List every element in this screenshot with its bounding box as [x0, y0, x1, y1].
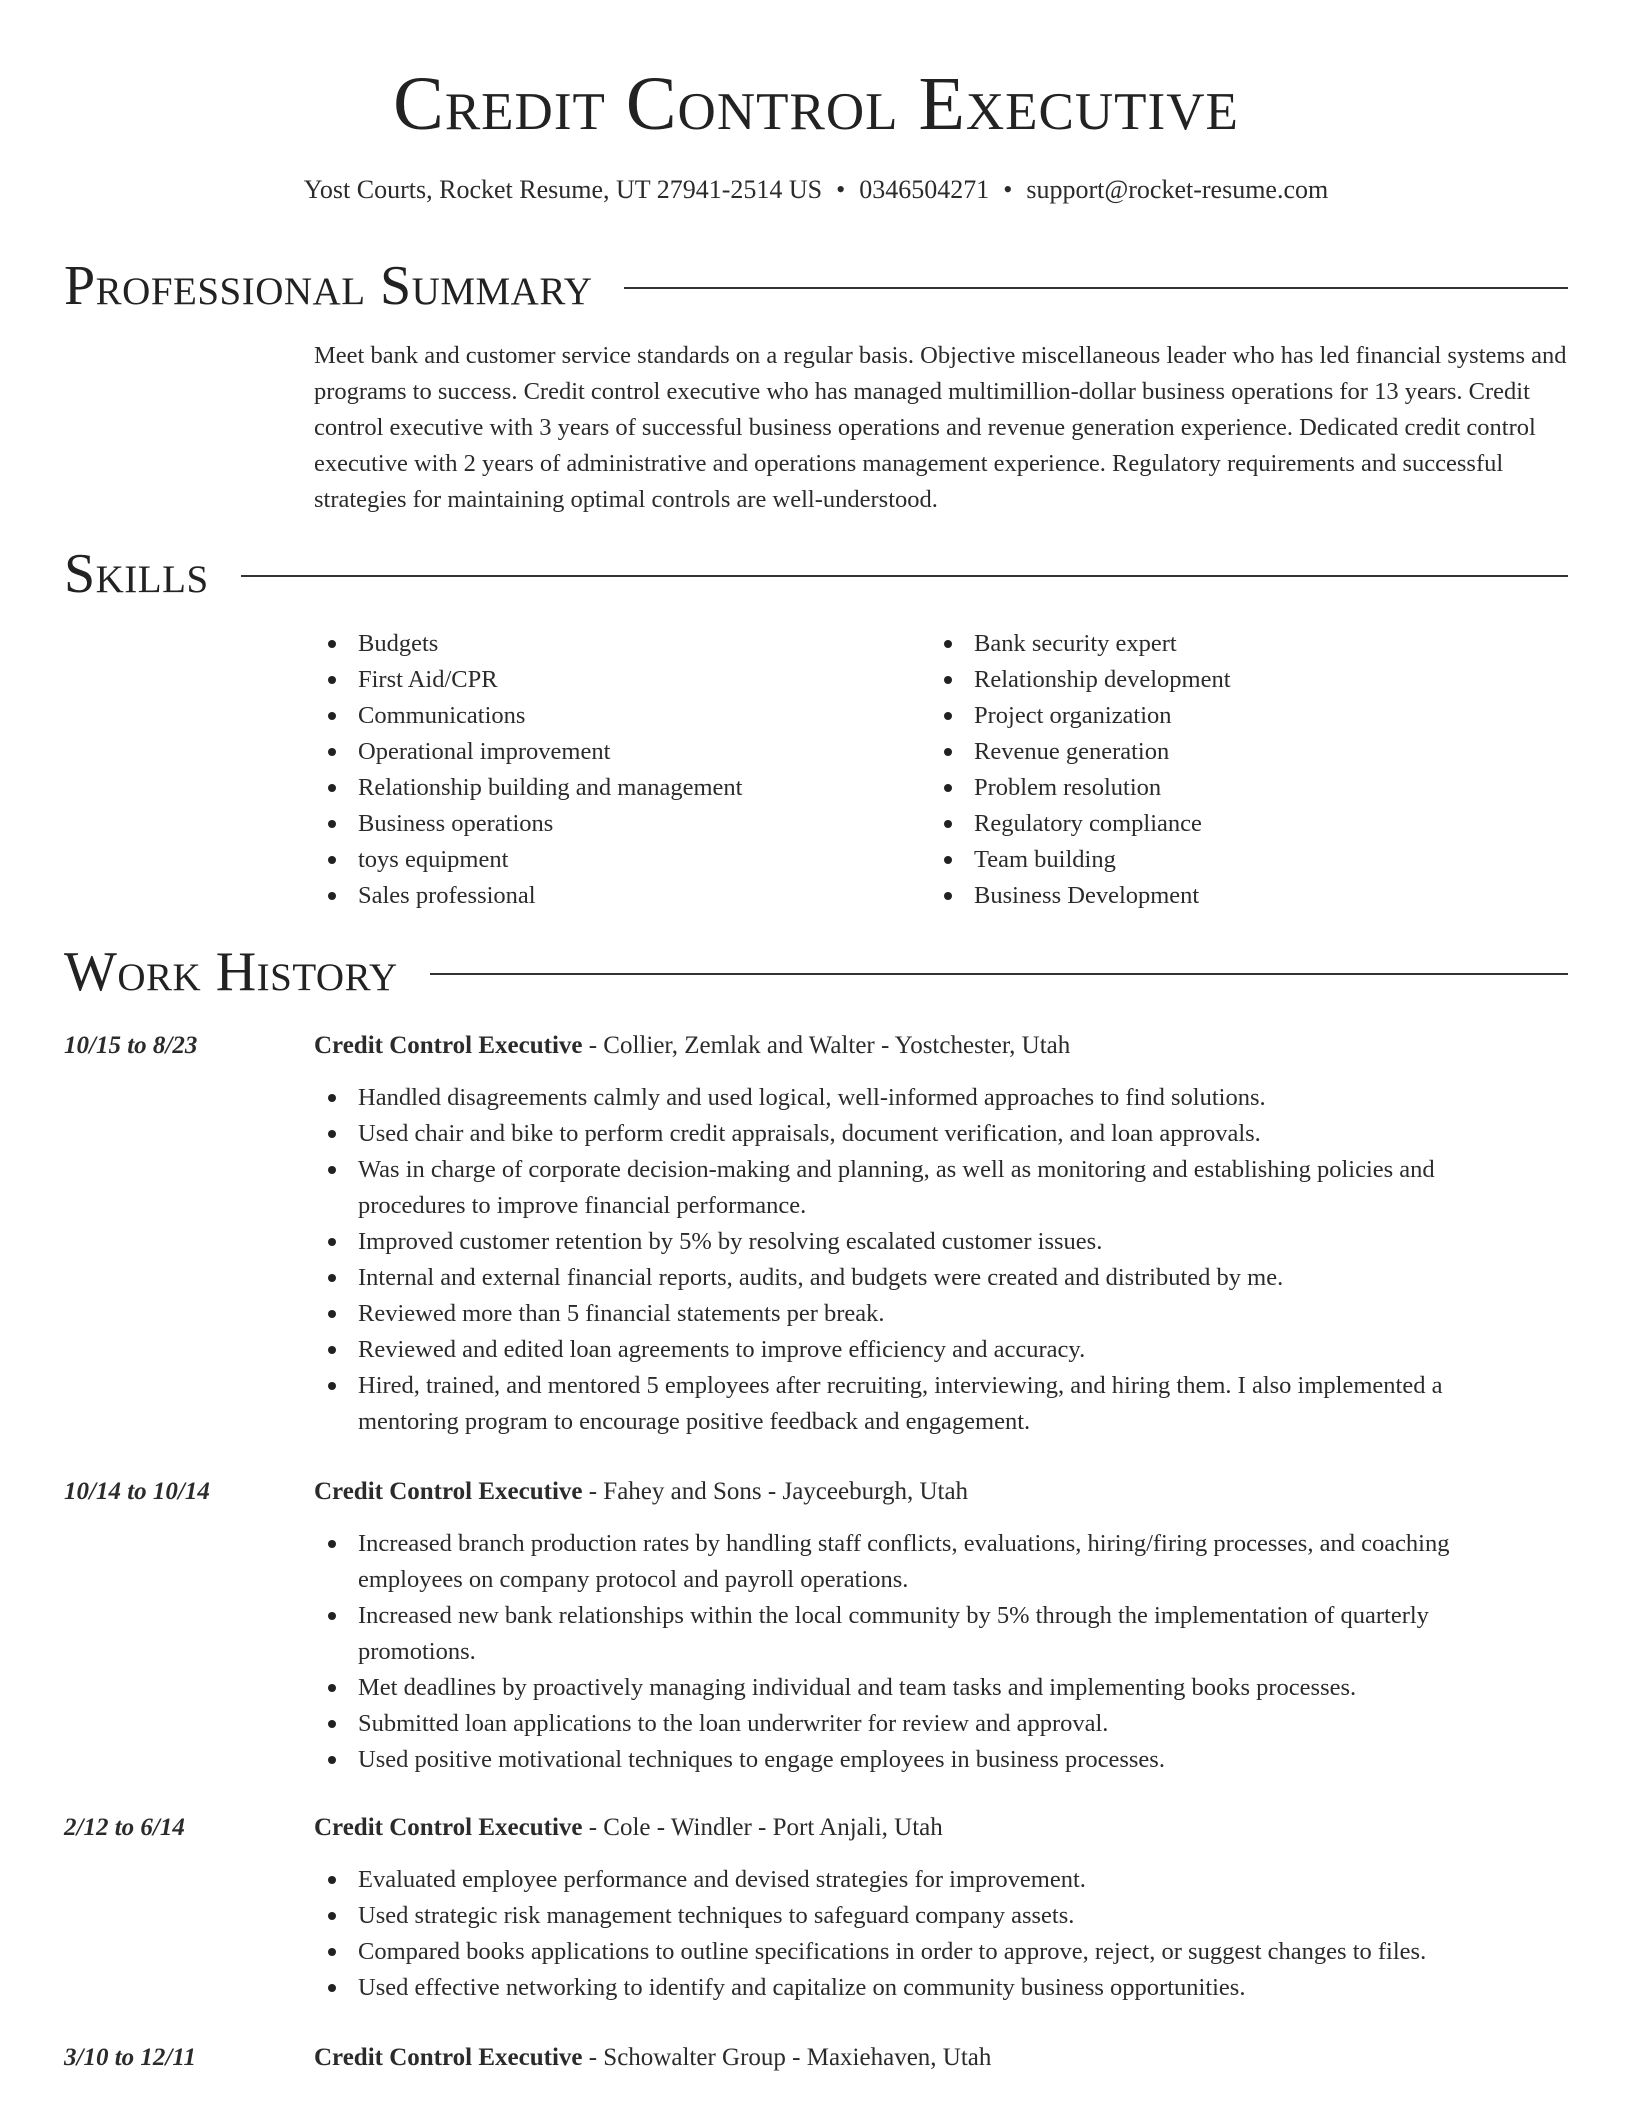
job-bullet: Increased branch production rates by handling staff conflicts, evaluations, hiring/firing processes, and coaching employees on company protocol and payroll operations.	[314, 1526, 1494, 1598]
job-bullet: Reviewed more than 5 financial statements per break.	[314, 1296, 1494, 1332]
job-bullet-list	[314, 1080, 1494, 1440]
skill-item: Problem resolution	[930, 770, 1231, 806]
contact-line	[0, 172, 1632, 208]
skills-section-title: Skills	[64, 543, 209, 605]
job-dates: 3/10 to 12/11	[64, 2044, 196, 2071]
skill-item: Business operations	[314, 806, 742, 842]
skill-item: Bank security expert	[930, 626, 1231, 662]
job-bullet: Increased new bank relationships within the local community by 5% through the implementation of quarterly promotions.	[314, 1598, 1494, 1670]
resume-name-heading: Credit Control Executive	[393, 62, 1239, 146]
contact-separator: •	[1003, 175, 1013, 204]
job-dates: 10/15 to 8/23	[64, 1032, 198, 1059]
skill-item: Project organization	[930, 698, 1231, 734]
job-bullet: Improved customer retention by 5% by resolving escalated customer issues.	[314, 1224, 1494, 1260]
job-bullet: Submitted loan applications to the loan underwriter for review and approval.	[314, 1706, 1494, 1742]
job-title: Credit Control Executive	[314, 1478, 583, 1505]
job-bullet: Used chair and bike to perform credit appraisals, document verification, and loan approvals.	[314, 1116, 1494, 1152]
job-heading	[314, 1474, 968, 1510]
skill-item: Team building	[930, 842, 1231, 878]
section-divider	[430, 973, 1568, 975]
job-bullet: Met deadlines by proactively managing individual and team tasks and implementing books processes.	[314, 1670, 1494, 1706]
skills-section-header	[64, 540, 1568, 608]
job-employer-location: - Schowalter Group - Maxiehaven, Utah	[582, 2044, 992, 2071]
skill-item: Regulatory compliance	[930, 806, 1231, 842]
job-bullet: Used positive motivational techniques to engage employees in business processes.	[314, 1742, 1494, 1778]
job-bullet: Compared books applications to outline specifications in order to approve, reject, or suggest changes to files.	[314, 1934, 1494, 1970]
summary-section-title: Professional Summary	[64, 255, 593, 317]
job-bullet: Handled disagreements calmly and used logical, well-informed approaches to find solutions.	[314, 1080, 1494, 1116]
job-bullet: Internal and external financial reports, audits, and budgets were created and distributed by me.	[314, 1260, 1494, 1296]
job-title: Credit Control Executive	[314, 2044, 583, 2071]
skill-item: Relationship building and management	[314, 770, 742, 806]
job-bullet: Used strategic risk management techniques to safeguard company assets.	[314, 1898, 1494, 1934]
job-bullet: Used effective networking to identify and capitalize on community business opportunities.	[314, 1970, 1494, 2006]
contact-separator: •	[836, 175, 846, 204]
job-bullet: Hired, trained, and mentored 5 employees after recruiting, interviewing, and hiring them. I also implemented a mentoring program to encourage positive feedback and engagement.	[314, 1368, 1494, 1440]
summary-text: Meet bank and customer service standards on a regular basis. Objective miscellaneous leader who has led financial systems and programs to success. Credit control executive who has managed multimillion-dollar business operations for 13 years. Credit control executive with 3 years of successful business operations and revenue generation experience. Dedicated credit control executive with 2 years of administrative and operations management experience. Regulatory requirements and successful strategies for maintaining optimal controls are well-understood.	[314, 342, 1567, 513]
job-bullet-list	[314, 1526, 1494, 1778]
skill-item: Business Development	[930, 878, 1231, 914]
skill-item: Operational improvement	[314, 734, 742, 770]
skill-item: Relationship development	[930, 662, 1231, 698]
job-bullet-list	[314, 1862, 1494, 2006]
job-title: Credit Control Executive	[314, 1814, 583, 1841]
job-title: Credit Control Executive	[314, 1032, 583, 1059]
job-employer-location: - Cole - Windler - Port Anjali, Utah	[582, 1814, 943, 1841]
job-employer-location: - Collier, Zemlak and Walter - Yostchester, Utah	[582, 1032, 1071, 1059]
work-history-section-header	[64, 938, 1568, 1006]
job-bullet: Reviewed and edited loan agreements to improve efficiency and accuracy.	[314, 1332, 1494, 1368]
skills-list-right	[930, 626, 1231, 914]
skill-item: Sales professional	[314, 878, 742, 914]
skill-item: toys equipment	[314, 842, 742, 878]
job-heading	[314, 1810, 943, 1846]
skill-item: Revenue generation	[930, 734, 1231, 770]
job-employer-location: - Fahey and Sons - Jayceeburgh, Utah	[582, 1478, 969, 1505]
skill-item: Communications	[314, 698, 742, 734]
job-heading	[314, 1028, 1070, 1064]
skills-list-left	[314, 626, 742, 914]
section-divider	[624, 287, 1568, 289]
job-bullet: Was in charge of corporate decision-making and planning, as well as monitoring and establishing policies and procedures to improve financial performance.	[314, 1152, 1494, 1224]
job-dates: 2/12 to 6/14	[64, 1814, 185, 1841]
skill-item: First Aid/CPR	[314, 662, 742, 698]
job-heading	[314, 2040, 991, 2076]
work-history-section-title: Work History	[64, 941, 398, 1003]
skill-item: Budgets	[314, 626, 742, 662]
contact-phone: 0346504271	[859, 175, 990, 204]
job-dates: 10/14 to 10/14	[64, 1478, 210, 1505]
summary-section-header	[64, 252, 1568, 320]
contact-email: support@rocket-resume.com	[1026, 175, 1329, 204]
contact-address: Yost Courts, Rocket Resume, UT 27941-2514 US	[303, 175, 823, 204]
job-bullet: Evaluated employee performance and devised strategies for improvement.	[314, 1862, 1494, 1898]
section-divider	[241, 575, 1568, 577]
